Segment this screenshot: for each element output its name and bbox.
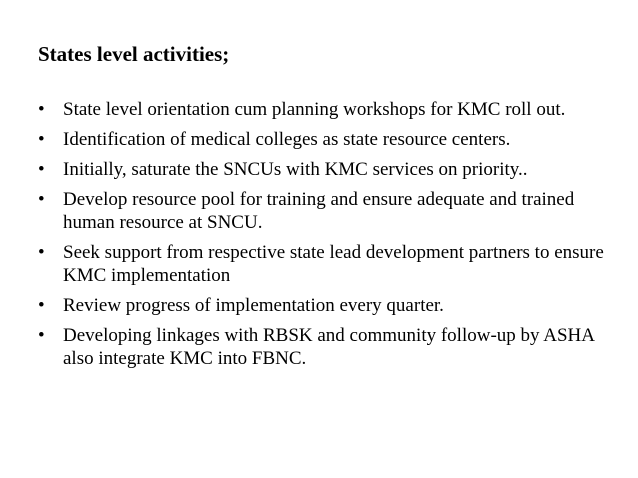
bullet-item: [38, 294, 618, 317]
bullet-text: Developing linkages with RBSK and community follow-up by ASHA also integrate KMC into FBNC.: [63, 325, 594, 369]
bullet-item: [38, 241, 618, 287]
bullet-text: Review progress of implementation every quarter.: [63, 295, 444, 316]
bullet-item: [38, 98, 618, 121]
bullet-item: [38, 324, 618, 370]
bullet-icon: •: [38, 295, 45, 316]
bullet-text: Develop resource pool for training and ensure adequate and trained human resource at SNCU.: [63, 189, 575, 233]
bullet-text: Identification of medical colleges as state resource centers.: [63, 129, 511, 150]
bullet-text: State level orientation cum planning workshops for KMC roll out.: [63, 99, 566, 120]
bullet-text: Seek support from respective state lead development partners to ensure KMC implementation: [63, 242, 604, 286]
bullet-icon: •: [38, 159, 45, 180]
bullet-item: [38, 158, 618, 181]
bullet-icon: •: [38, 325, 45, 346]
bullet-icon: •: [38, 189, 45, 210]
bullet-item: [38, 128, 618, 151]
slide-title: States level activities;: [38, 42, 230, 66]
bullet-icon: •: [38, 99, 45, 120]
bullet-icon: •: [38, 242, 45, 263]
bullet-item: [38, 188, 618, 234]
bullet-list: [38, 98, 618, 377]
bullet-icon: •: [38, 129, 45, 150]
bullet-text: Initially, saturate the SNCUs with KMC services on priority..: [63, 159, 528, 180]
